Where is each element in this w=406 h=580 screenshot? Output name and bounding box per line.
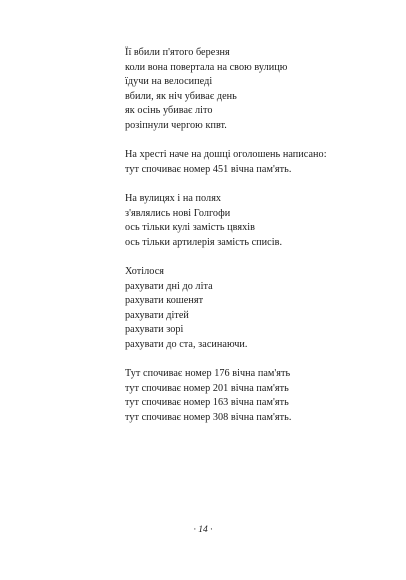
poem-line: ось тільки кулі замість цвяхів bbox=[125, 222, 255, 234]
stanza bbox=[125, 192, 395, 250]
poem-body bbox=[125, 46, 395, 440]
poem-line: На хресті наче на дошці оголошень написано: bbox=[125, 149, 327, 161]
poem-line: тут спочиває номер 308 вічна пам'ять. bbox=[125, 411, 292, 423]
poem-line: тут спочиває номер 201 вічна пам'ять bbox=[125, 382, 289, 394]
stanza bbox=[125, 148, 395, 177]
poem-line: їдучи на велосипеді bbox=[125, 76, 213, 88]
stanza bbox=[125, 367, 395, 425]
poem-line: ось тільки артилерія замість списів. bbox=[125, 236, 283, 248]
poem-line: рахувати до ста, засинаючи. bbox=[125, 338, 248, 350]
poem-line: рахувати дні до літа bbox=[125, 280, 213, 292]
poem-line: рахувати кошенят bbox=[125, 295, 204, 307]
poem-line: Тут спочиває номер 176 вічна пам'ять bbox=[125, 368, 291, 380]
poem-line: вбили, як ніч убиває день bbox=[125, 90, 237, 102]
poem-line: рахувати зорі bbox=[125, 324, 184, 336]
page-number: · 14 · bbox=[193, 525, 213, 535]
stanza bbox=[125, 265, 395, 353]
poem-line: тут спочиває номер 451 вічна пам'ять. bbox=[125, 163, 292, 175]
poem-line: коли вона повертала на свою вулицю bbox=[125, 61, 288, 73]
poem-line: Хотілося bbox=[125, 265, 164, 277]
poem-line: розіпнули чергою кпвт. bbox=[125, 119, 227, 131]
poem-line: з'являлись нові Голгофи bbox=[125, 207, 231, 219]
poem-line: Її вбили п'ятого березня bbox=[125, 47, 230, 58]
stanza bbox=[125, 46, 395, 134]
poem-line: На вулицях і на полях bbox=[125, 192, 222, 204]
poem-line: рахувати дітей bbox=[125, 309, 189, 321]
poem-line: як осінь убиває літо bbox=[125, 105, 213, 117]
poem-line: тут спочиває номер 163 вічна пам'ять bbox=[125, 397, 289, 409]
